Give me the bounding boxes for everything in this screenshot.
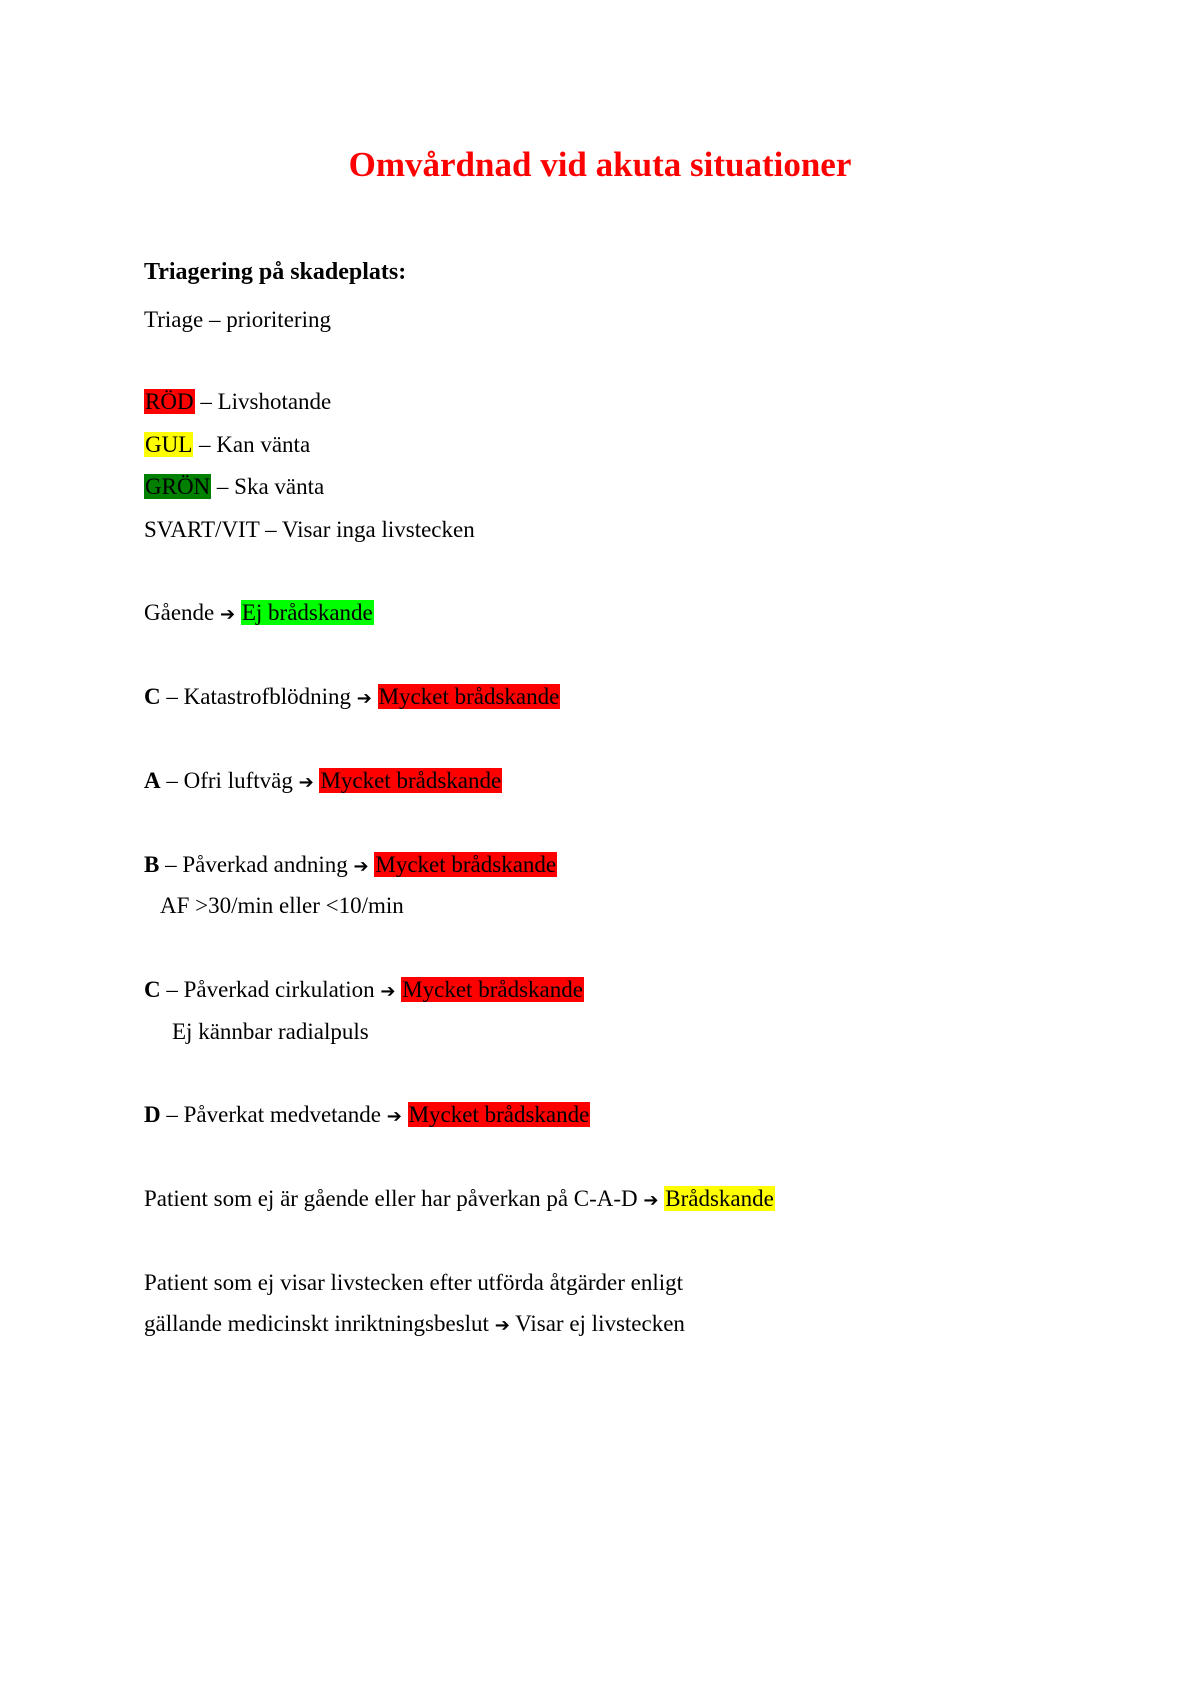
patient-no-signs-line2 — [144, 1309, 685, 1341]
patient-cad-text: Patient som ej är gående eller har påverkan på C-A-D — [144, 1186, 644, 1211]
arrow-icon: ➔ — [494, 1315, 510, 1336]
category-gul-text: – Kan vänta — [193, 432, 311, 457]
category-rod-text: – Livshotande — [194, 389, 332, 414]
category-gron — [144, 472, 324, 502]
section-heading: Triagering på skadeplats: — [144, 259, 407, 285]
category-svart-vit-text: SVART/VIT – Visar inga livstecken — [144, 517, 475, 542]
item-b-note: AF >30/min eller <10/min — [160, 893, 404, 918]
item-letter: B — [144, 852, 160, 877]
arrow-icon: ➔ — [353, 856, 369, 877]
result-visar-ej-livstecken: Visar ej livstecken — [515, 1311, 685, 1336]
label-gron: GRÖN — [145, 474, 211, 499]
patient-no-signs-text: gällande medicinskt inriktningsbeslut — [144, 1311, 495, 1336]
item-text: – Påverkad andning — [159, 852, 354, 877]
arrow-icon: ➔ — [380, 981, 396, 1002]
item-a-ofri-luftvag — [144, 766, 502, 798]
section-subtitle: Triage – prioritering — [144, 307, 331, 332]
item-letter: C — [144, 977, 161, 1002]
result-mycket-bradskande: Mycket brådskande — [378, 684, 560, 709]
patient-no-signs-line1: Patient som ej visar livstecken efter utförda åtgärder enligt — [144, 1270, 684, 1295]
item-letter: A — [144, 768, 161, 793]
item-c-katastrofblodning — [144, 682, 560, 714]
item-b-paverkad-andning — [144, 850, 557, 882]
patient-cad-line — [144, 1184, 775, 1216]
label-gul: GUL — [145, 432, 193, 457]
category-gron-text: – Ska vänta — [211, 474, 325, 499]
arrow-icon: ➔ — [298, 772, 314, 793]
item-text: – Katastrofblödning — [160, 684, 357, 709]
item-d-paverkat-medvetande — [144, 1100, 590, 1132]
result-mycket-bradskande: Mycket brådskande — [402, 977, 583, 1002]
item-text: – Påverkad cirkulation — [160, 977, 381, 1002]
result-ej-bradskande: Ej brådskande — [241, 600, 373, 625]
arrow-icon: ➔ — [356, 688, 372, 709]
walking-line — [144, 598, 374, 630]
result-bradskande: Brådskande — [665, 1186, 774, 1211]
result-mycket-bradskande: Mycket brådskande — [320, 768, 502, 793]
category-rod — [144, 387, 331, 417]
result-mycket-bradskande: Mycket brådskande — [375, 852, 557, 877]
item-text: – Ofri luftväg — [160, 768, 299, 793]
item-letter: D — [144, 1102, 161, 1127]
item-c-paverkad-cirkulation — [144, 975, 584, 1007]
arrow-icon: ➔ — [220, 604, 236, 625]
arrow-icon: ➔ — [386, 1106, 402, 1127]
walking-text: Gående — [144, 600, 220, 625]
label-rod: RÖD — [145, 389, 194, 414]
result-mycket-bradskande: Mycket brådskande — [408, 1102, 590, 1127]
item-c-note: Ej kännbar radialpuls — [172, 1019, 369, 1044]
arrow-icon: ➔ — [643, 1190, 659, 1211]
item-letter: C — [144, 684, 161, 709]
document-title: Omvårdnad vid akuta situationer — [348, 145, 852, 184]
item-text: – Påverkat medvetande — [160, 1102, 387, 1127]
category-svart-vit — [144, 515, 475, 545]
category-gul — [144, 430, 310, 460]
